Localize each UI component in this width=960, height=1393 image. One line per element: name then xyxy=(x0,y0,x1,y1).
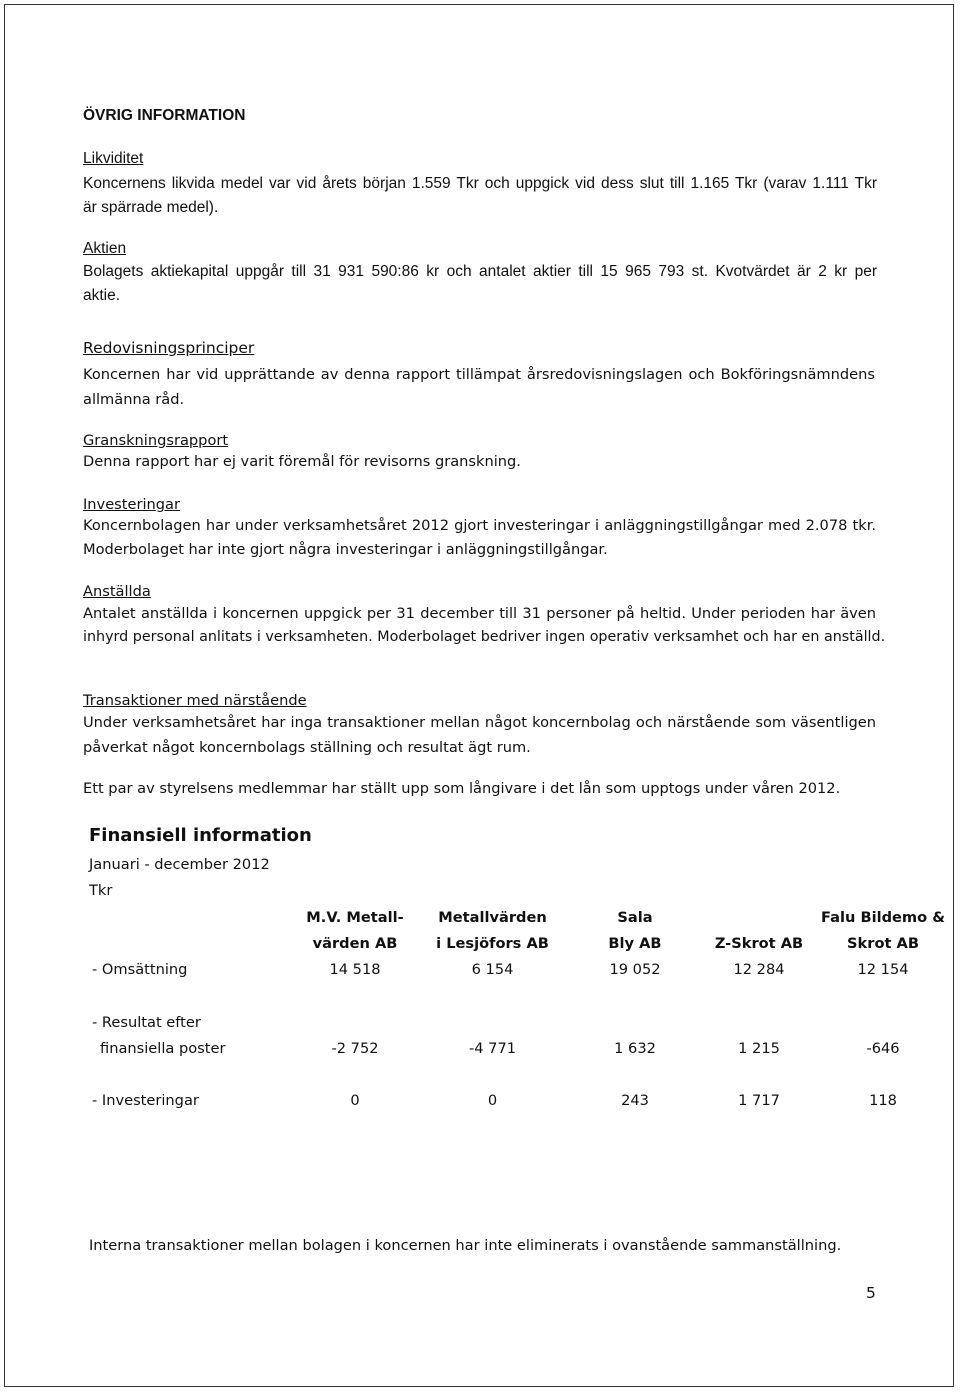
investeringar-line-1: Koncernbolagen har under verksamhetsåret 2012 gjort investeringar i anläggningstillgångar med 2.078 tkr. xyxy=(83,517,876,534)
financial-period: Januari - december 2012 xyxy=(89,856,270,873)
aktien-line-2: aktie. xyxy=(83,287,121,304)
cell-resultat-mv: -2 752 xyxy=(331,1040,379,1057)
transaktioner-line-2: påverkat något koncernbolags ställning och resultat ägt rum. xyxy=(83,739,531,756)
redovisning-line-2: allmänna råd. xyxy=(83,391,185,408)
cell-omsattning-lesjofors: 6 154 xyxy=(471,961,514,978)
financial-title: Finansiell information xyxy=(89,825,312,846)
cell-resultat-lesjofors: -4 771 xyxy=(468,1040,517,1057)
column-header-sala-bly-line-2: Bly AB xyxy=(608,935,662,952)
cell-resultat-sala: 1 632 xyxy=(614,1040,656,1057)
column-header-metallvarden-lesjofors-line-1: Metallvärden xyxy=(438,909,547,926)
transaktioner-line-1: Under verksamhetsåret har inga transaktioner mellan något koncernbolag och närstående som väsentligen xyxy=(83,714,876,731)
cell-omsattning-mv: 14 518 xyxy=(329,961,381,978)
likviditet-heading: Likviditet xyxy=(83,150,144,167)
cell-investeringar-falu: 118 xyxy=(869,1092,897,1109)
investeringar-heading: Investeringar xyxy=(83,496,180,513)
financial-unit: Tkr xyxy=(89,882,113,899)
likviditet-line-2: är spärrade medel). xyxy=(83,199,219,216)
granskning-line-1: Denna rapport har ej varit föremål för revisorns granskning. xyxy=(83,453,521,470)
cell-resultat-falu: -646 xyxy=(866,1040,900,1057)
anstallda-heading: Anställda xyxy=(83,583,151,600)
cell-investeringar-mv: 0 xyxy=(350,1092,360,1109)
column-header-z-skrot-line-2: Z-Skrot AB xyxy=(714,935,804,952)
column-header-metallvarden-lesjofors-line-2: i Lesjöfors AB xyxy=(436,935,549,952)
anstallda-line-2: inhyrd personal anlitats i verksamheten. Moderbolaget bedriver ingen operativ verksamhet och har en anställd. xyxy=(83,629,886,645)
redovisning-line-1: Koncernen har vid upprättande av denna rapport tillämpat årsredovisningslagen och Bokföringsnämndens xyxy=(83,366,875,383)
investeringar-line-2: Moderbolaget har inte gjort några investeringar i anläggningstillgångar. xyxy=(83,541,608,558)
column-header-falu-bildemo-line-2: Skrot AB xyxy=(847,935,919,952)
granskning-heading: Granskningsrapport xyxy=(83,432,229,449)
transaktioner-heading: Transaktioner med närstående xyxy=(83,692,307,709)
row-label-omsattning: - Omsättning xyxy=(92,961,188,978)
redovisning-heading: Redovisningsprinciper xyxy=(83,339,255,357)
cell-investeringar-sala: 243 xyxy=(621,1092,649,1109)
aktien-heading: Aktien xyxy=(83,240,127,257)
column-header-falu-bildemo-line-1: Falu Bildemo & xyxy=(821,909,945,926)
column-header-mv-metallvarden-line-1: M.V. Metall- xyxy=(306,909,404,926)
page-number: 5 xyxy=(866,1284,876,1302)
row-label-resultat-line-1: - Resultat efter xyxy=(92,1014,201,1031)
cell-omsattning-z-skrot: 12 284 xyxy=(733,961,785,978)
cell-resultat-z-skrot: 1 215 xyxy=(738,1040,780,1057)
anstallda-line-1: Antalet anställda i koncernen uppgick per 31 december till 31 personer på heltid. Under perioden har även xyxy=(83,605,876,622)
cell-investeringar-lesjofors: 0 xyxy=(487,1092,498,1109)
row-label-investeringar: - Investeringar xyxy=(92,1092,199,1109)
transaktioner-para-2: Ett par av styrelsens medlemmar har ställt upp som långivare i det lån som upptogs under våren 2012. xyxy=(83,780,841,797)
column-header-mv-metallvarden-line-2: värden AB xyxy=(312,935,398,952)
column-header-sala-bly-line-1: Sala xyxy=(617,909,653,926)
cell-omsattning-sala: 19 052 xyxy=(609,961,661,978)
financial-footnote: Interna transaktioner mellan bolagen i koncernen har inte eliminerats i ovanstående sammanställning. xyxy=(89,1237,842,1254)
row-label-resultat-line-2: finansiella poster xyxy=(100,1040,226,1057)
section-title: ÖVRIG INFORMATION xyxy=(83,107,246,124)
cell-investeringar-z-skrot: 1 717 xyxy=(738,1092,780,1109)
cell-omsattning-falu: 12 154 xyxy=(857,961,909,978)
likviditet-line-1: Koncernens likvida medel var vid årets början 1.559 Tkr och uppgick vid dess slut till 1.165 Tkr (varav 1.111 Tkr xyxy=(83,175,877,192)
aktien-line-1: Bolagets aktiekapital uppgår till 31 931 590:86 kr och antalet aktier till 15 965 793 st. Kvotvärdet är 2 kr per xyxy=(83,263,877,280)
